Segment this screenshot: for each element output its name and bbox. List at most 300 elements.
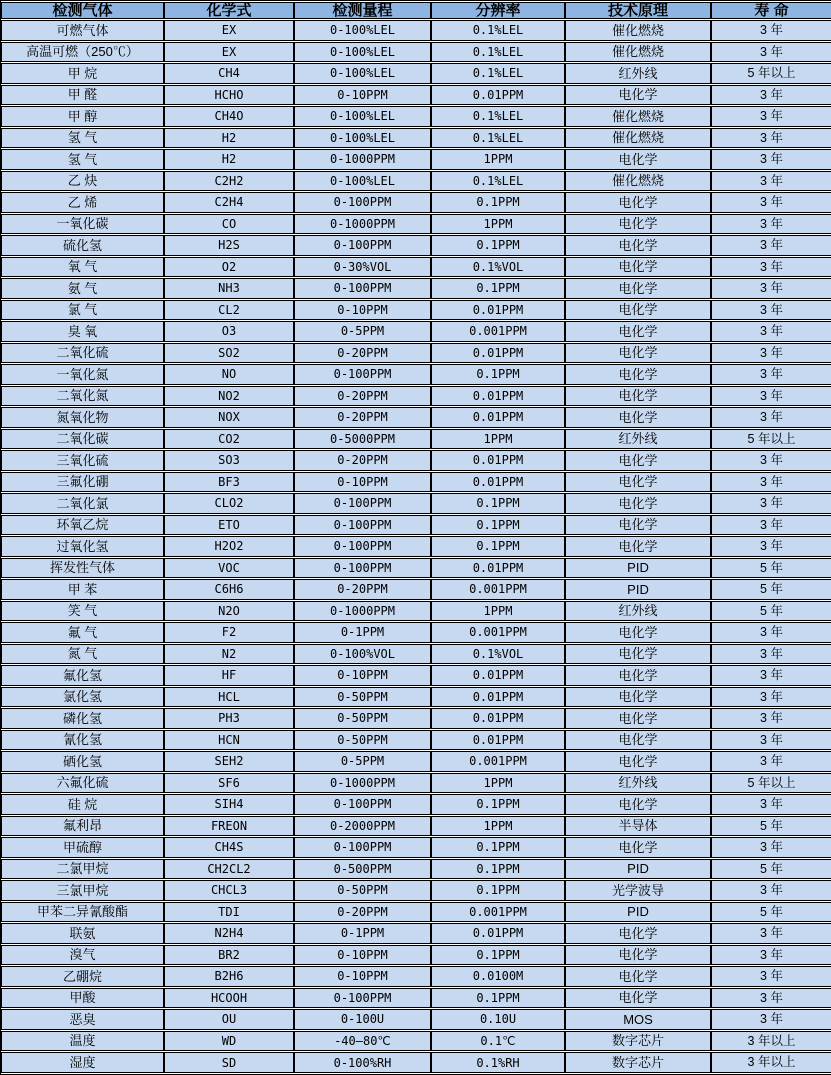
resolution-cell: 0.1%LEL xyxy=(431,171,565,192)
table-row xyxy=(1,85,831,106)
table-row xyxy=(1,859,831,880)
principle-cell: 电化学 xyxy=(565,644,711,665)
col-header-chemical-formula: 化学式 xyxy=(164,2,294,19)
resolution-cell: 0.1PPM xyxy=(431,364,565,385)
principle-cell: 电化学 xyxy=(565,321,711,342)
gas-name-cell: 硒化氢 xyxy=(1,751,164,772)
principle-cell: PID xyxy=(565,902,711,923)
resolution-cell: 0.001PPM xyxy=(431,751,565,772)
gas-name-cell: 甲酸 xyxy=(1,988,164,1009)
formula-cell: CH4 xyxy=(164,63,294,84)
gas-name-cell: 过氧化氢 xyxy=(1,536,164,557)
table-row xyxy=(1,837,831,858)
table-row xyxy=(1,171,831,192)
range-cell: 0-50PPM xyxy=(294,708,431,729)
table-row xyxy=(1,343,831,364)
table-row xyxy=(1,450,831,471)
formula-cell: HCN xyxy=(164,730,294,751)
table-row xyxy=(1,644,831,665)
formula-cell: B2H6 xyxy=(164,966,294,987)
table-row xyxy=(1,880,831,901)
table-row xyxy=(1,622,831,643)
table-row xyxy=(1,536,831,557)
principle-cell: 电化学 xyxy=(565,85,711,106)
resolution-cell: 0.01PPM xyxy=(431,85,565,106)
resolution-cell: 0.1%LEL xyxy=(431,128,565,149)
principle-cell: 电化学 xyxy=(565,988,711,1009)
gas-name-cell: 联氨 xyxy=(1,923,164,944)
principle-cell: 电化学 xyxy=(565,536,711,557)
lifespan-cell: 3 年 xyxy=(711,257,831,278)
table-row xyxy=(1,386,831,407)
col-header-lifespan: 寿 命 xyxy=(711,2,831,19)
principle-cell: 电化学 xyxy=(565,515,711,536)
range-cell: 0-100%LEL xyxy=(294,106,431,127)
table-row xyxy=(1,321,831,342)
gas-name-cell: 环氧乙烷 xyxy=(1,515,164,536)
lifespan-cell: 3 年 xyxy=(711,1009,831,1030)
table-row xyxy=(1,42,831,63)
lifespan-cell: 3 年 xyxy=(711,472,831,493)
range-cell: 0-10PPM xyxy=(294,966,431,987)
lifespan-cell: 3 年 xyxy=(711,515,831,536)
range-cell: 0-20PPM xyxy=(294,343,431,364)
formula-cell: CO xyxy=(164,214,294,235)
resolution-cell: 1PPM xyxy=(431,773,565,794)
principle-cell: 电化学 xyxy=(565,837,711,858)
table-row xyxy=(1,300,831,321)
range-cell: 0-100PPM xyxy=(294,515,431,536)
lifespan-cell: 3 年 xyxy=(711,171,831,192)
formula-cell: SF6 xyxy=(164,773,294,794)
range-cell: 0-5PPM xyxy=(294,321,431,342)
table-row xyxy=(1,751,831,772)
principle-cell: PID xyxy=(565,859,711,880)
formula-cell: NO2 xyxy=(164,386,294,407)
range-cell: 0-100%LEL xyxy=(294,63,431,84)
gas-name-cell: 一氧化碳 xyxy=(1,214,164,235)
principle-cell: 电化学 xyxy=(565,257,711,278)
gas-name-cell: 二氧化氯 xyxy=(1,493,164,514)
resolution-cell: 0.1%RH xyxy=(431,1052,565,1073)
gas-name-cell: 氢 气 xyxy=(1,149,164,170)
range-cell: 0-100PPM xyxy=(294,536,431,557)
principle-cell: 光学波导 xyxy=(565,880,711,901)
range-cell: 0-20PPM xyxy=(294,902,431,923)
principle-cell: 电化学 xyxy=(565,192,711,213)
lifespan-cell: 5 年 xyxy=(711,859,831,880)
lifespan-cell: 3 年 xyxy=(711,128,831,149)
lifespan-cell: 5 年以上 xyxy=(711,773,831,794)
table-row xyxy=(1,235,831,256)
resolution-cell: 0.10U xyxy=(431,1009,565,1030)
formula-cell: TDI xyxy=(164,902,294,923)
table-row xyxy=(1,601,831,622)
resolution-cell: 0.1PPM xyxy=(431,794,565,815)
formula-cell: CO2 xyxy=(164,429,294,450)
resolution-cell: 0.001PPM xyxy=(431,321,565,342)
gas-name-cell: 笑 气 xyxy=(1,601,164,622)
formula-cell: NO xyxy=(164,364,294,385)
principle-cell: 电化学 xyxy=(565,364,711,385)
resolution-cell: 0.01PPM xyxy=(431,708,565,729)
principle-cell: 电化学 xyxy=(565,622,711,643)
lifespan-cell: 3 年 xyxy=(711,687,831,708)
formula-cell: SIH4 xyxy=(164,794,294,815)
range-cell: 0-100PPM xyxy=(294,235,431,256)
principle-cell: 电化学 xyxy=(565,751,711,772)
principle-cell: 催化燃烧 xyxy=(565,106,711,127)
principle-cell: 催化燃烧 xyxy=(565,42,711,63)
resolution-cell: 0.1%VOL xyxy=(431,644,565,665)
formula-cell: EX xyxy=(164,20,294,41)
principle-cell: 红外线 xyxy=(565,773,711,794)
range-cell: 0-100U xyxy=(294,1009,431,1030)
principle-cell: 电化学 xyxy=(565,687,711,708)
lifespan-cell: 3 年 xyxy=(711,300,831,321)
range-cell: 0-5PPM xyxy=(294,751,431,772)
formula-cell: CH2CL2 xyxy=(164,859,294,880)
gas-name-cell: 三氧化硫 xyxy=(1,450,164,471)
table-row xyxy=(1,816,831,837)
resolution-cell: 0.01PPM xyxy=(431,472,565,493)
resolution-cell: 1PPM xyxy=(431,429,565,450)
resolution-cell: 0.001PPM xyxy=(431,902,565,923)
col-header-detection-range: 检测量程 xyxy=(294,2,431,19)
table-row xyxy=(1,794,831,815)
lifespan-cell: 5 年 xyxy=(711,816,831,837)
header-row xyxy=(1,2,831,19)
resolution-cell: 0.1PPM xyxy=(431,235,565,256)
range-cell: 0-1000PPM xyxy=(294,601,431,622)
principle-cell: 电化学 xyxy=(565,149,711,170)
table-row xyxy=(1,687,831,708)
resolution-cell: 0.1%LEL xyxy=(431,20,565,41)
range-cell: 0-50PPM xyxy=(294,880,431,901)
lifespan-cell: 3 年 xyxy=(711,923,831,944)
range-cell: 0-100%LEL xyxy=(294,128,431,149)
table-row xyxy=(1,1031,831,1052)
range-cell: 0-100PPM xyxy=(294,278,431,299)
table-row xyxy=(1,665,831,686)
resolution-cell: 0.001PPM xyxy=(431,579,565,600)
formula-cell: CL2 xyxy=(164,300,294,321)
table-row xyxy=(1,730,831,751)
principle-cell: 催化燃烧 xyxy=(565,128,711,149)
resolution-cell: 0.1PPM xyxy=(431,493,565,514)
lifespan-cell: 3 年 xyxy=(711,665,831,686)
principle-cell: 电化学 xyxy=(565,407,711,428)
lifespan-cell: 3 年 xyxy=(711,837,831,858)
resolution-cell: 0.1PPM xyxy=(431,515,565,536)
formula-cell: BR2 xyxy=(164,945,294,966)
gas-name-cell: 甲硫醇 xyxy=(1,837,164,858)
principle-cell: 电化学 xyxy=(565,493,711,514)
lifespan-cell: 5 年 xyxy=(711,579,831,600)
lifespan-cell: 3 年 xyxy=(711,450,831,471)
gas-name-cell: 氰化氢 xyxy=(1,730,164,751)
range-cell: 0-1000PPM xyxy=(294,149,431,170)
range-cell: 0-100PPM xyxy=(294,192,431,213)
resolution-cell: 0.1%VOL xyxy=(431,257,565,278)
gas-name-cell: 臭 氧 xyxy=(1,321,164,342)
lifespan-cell: 3 年 xyxy=(711,966,831,987)
resolution-cell: 0.1%LEL xyxy=(431,106,565,127)
lifespan-cell: 3 年 xyxy=(711,214,831,235)
principle-cell: 半导体 xyxy=(565,816,711,837)
range-cell: 0-1000PPM xyxy=(294,214,431,235)
lifespan-cell: 5 年以上 xyxy=(711,429,831,450)
principle-cell: 电化学 xyxy=(565,708,711,729)
lifespan-cell: 3 年 xyxy=(711,42,831,63)
lifespan-cell: 3 年 xyxy=(711,407,831,428)
lifespan-cell: 5 年 xyxy=(711,902,831,923)
principle-cell: PID xyxy=(565,579,711,600)
range-cell: 0-1PPM xyxy=(294,622,431,643)
formula-cell: VOC xyxy=(164,558,294,579)
formula-cell: OU xyxy=(164,1009,294,1030)
principle-cell: 电化学 xyxy=(565,214,711,235)
resolution-cell: 0.01PPM xyxy=(431,558,565,579)
range-cell: 0-10PPM xyxy=(294,945,431,966)
gas-name-cell: 乙 烯 xyxy=(1,192,164,213)
gas-name-cell: 乙硼烷 xyxy=(1,966,164,987)
table-row xyxy=(1,988,831,1009)
formula-cell: CH4O xyxy=(164,106,294,127)
principle-cell: 电化学 xyxy=(565,472,711,493)
range-cell: 0-20PPM xyxy=(294,407,431,428)
formula-cell: C6H6 xyxy=(164,579,294,600)
resolution-cell: 0.01PPM xyxy=(431,665,565,686)
range-cell: 0-100PPM xyxy=(294,837,431,858)
gas-name-cell: 乙 炔 xyxy=(1,171,164,192)
gas-name-cell: 硅 烷 xyxy=(1,794,164,815)
resolution-cell: 0.01PPM xyxy=(431,730,565,751)
range-cell: 0-10PPM xyxy=(294,300,431,321)
principle-cell: 电化学 xyxy=(565,923,711,944)
resolution-cell: 0.1PPM xyxy=(431,859,565,880)
formula-cell: NOX xyxy=(164,407,294,428)
table-row xyxy=(1,923,831,944)
formula-cell: FREON xyxy=(164,816,294,837)
formula-cell: PH3 xyxy=(164,708,294,729)
resolution-cell: 0.01PPM xyxy=(431,343,565,364)
gas-name-cell: 氨 气 xyxy=(1,278,164,299)
formula-cell: H2O2 xyxy=(164,536,294,557)
lifespan-cell: 3 年 xyxy=(711,364,831,385)
resolution-cell: 0.01PPM xyxy=(431,687,565,708)
range-cell: 0-500PPM xyxy=(294,859,431,880)
principle-cell: 电化学 xyxy=(565,235,711,256)
gas-name-cell: 氮 气 xyxy=(1,644,164,665)
formula-cell: SD xyxy=(164,1052,294,1073)
formula-cell: H2 xyxy=(164,149,294,170)
lifespan-cell: 3 年以上 xyxy=(711,1052,831,1073)
formula-cell: N2H4 xyxy=(164,923,294,944)
table-row xyxy=(1,278,831,299)
lifespan-cell: 3 年 xyxy=(711,708,831,729)
table-row xyxy=(1,20,831,41)
range-cell: 0-5000PPM xyxy=(294,429,431,450)
range-cell: 0-100%LEL xyxy=(294,20,431,41)
range-cell: 0-50PPM xyxy=(294,730,431,751)
formula-cell: HCL xyxy=(164,687,294,708)
lifespan-cell: 5 年以上 xyxy=(711,63,831,84)
resolution-cell: 0.01PPM xyxy=(431,407,565,428)
range-cell: 0-10PPM xyxy=(294,85,431,106)
formula-cell: ETO xyxy=(164,515,294,536)
range-cell: 0-100%RH xyxy=(294,1052,431,1073)
gas-name-cell: 甲 苯 xyxy=(1,579,164,600)
gas-name-cell: 溴气 xyxy=(1,945,164,966)
formula-cell: WD xyxy=(164,1031,294,1052)
lifespan-cell: 3 年 xyxy=(711,278,831,299)
lifespan-cell: 3 年 xyxy=(711,644,831,665)
table-row xyxy=(1,106,831,127)
lifespan-cell: 5 年 xyxy=(711,601,831,622)
lifespan-cell: 3 年 xyxy=(711,386,831,407)
gas-name-cell: 恶臭 xyxy=(1,1009,164,1030)
formula-cell: SEH2 xyxy=(164,751,294,772)
gas-name-cell: 二氧化氮 xyxy=(1,386,164,407)
range-cell: 0-20PPM xyxy=(294,386,431,407)
principle-cell: 电化学 xyxy=(565,450,711,471)
gas-name-cell: 氟 气 xyxy=(1,622,164,643)
formula-cell: O2 xyxy=(164,257,294,278)
lifespan-cell: 3 年以上 xyxy=(711,1031,831,1052)
range-cell: 0-20PPM xyxy=(294,450,431,471)
range-cell: 0-100%LEL xyxy=(294,171,431,192)
formula-cell: H2S xyxy=(164,235,294,256)
principle-cell: 电化学 xyxy=(565,343,711,364)
table-row xyxy=(1,257,831,278)
formula-cell: EX xyxy=(164,42,294,63)
formula-cell: SO3 xyxy=(164,450,294,471)
gas-name-cell: 氟利昂 xyxy=(1,816,164,837)
gas-name-cell: 氯化氢 xyxy=(1,687,164,708)
lifespan-cell: 3 年 xyxy=(711,880,831,901)
resolution-cell: 0.01PPM xyxy=(431,450,565,471)
resolution-cell: 0.1%LEL xyxy=(431,63,565,84)
formula-cell: HF xyxy=(164,665,294,686)
formula-cell: CLO2 xyxy=(164,493,294,514)
lifespan-cell: 3 年 xyxy=(711,106,831,127)
lifespan-cell: 3 年 xyxy=(711,730,831,751)
table-row xyxy=(1,128,831,149)
resolution-cell: 0.1%LEL xyxy=(431,42,565,63)
resolution-cell: 0.1℃ xyxy=(431,1031,565,1052)
lifespan-cell: 3 年 xyxy=(711,235,831,256)
gas-name-cell: 六氟化硫 xyxy=(1,773,164,794)
gas-name-cell: 氯 气 xyxy=(1,300,164,321)
table-row xyxy=(1,429,831,450)
gas-name-cell: 甲苯二异氰酸酯 xyxy=(1,902,164,923)
table-row xyxy=(1,214,831,235)
table-row xyxy=(1,63,831,84)
resolution-cell: 1PPM xyxy=(431,601,565,622)
principle-cell: 红外线 xyxy=(565,63,711,84)
table-body xyxy=(1,20,831,1073)
gas-name-cell: 二氧化硫 xyxy=(1,343,164,364)
resolution-cell: 1PPM xyxy=(431,214,565,235)
lifespan-cell: 3 年 xyxy=(711,794,831,815)
range-cell: 0-100PPM xyxy=(294,364,431,385)
principle-cell: 催化燃烧 xyxy=(565,171,711,192)
gas-name-cell: 二氧化碳 xyxy=(1,429,164,450)
gas-name-cell: 一氧化氮 xyxy=(1,364,164,385)
resolution-cell: 0.0100M xyxy=(431,966,565,987)
table-row xyxy=(1,966,831,987)
resolution-cell: 0.1PPM xyxy=(431,988,565,1009)
formula-cell: HCOOH xyxy=(164,988,294,1009)
lifespan-cell: 3 年 xyxy=(711,988,831,1009)
range-cell: 0-100PPM xyxy=(294,794,431,815)
gas-name-cell: 温度 xyxy=(1,1031,164,1052)
table-row xyxy=(1,708,831,729)
resolution-cell: 0.1PPM xyxy=(431,192,565,213)
formula-cell: N2O xyxy=(164,601,294,622)
gas-name-cell: 可燃气体 xyxy=(1,20,164,41)
principle-cell: 电化学 xyxy=(565,300,711,321)
range-cell: 0-100%LEL xyxy=(294,42,431,63)
resolution-cell: 0.1PPM xyxy=(431,880,565,901)
principle-cell: 电化学 xyxy=(565,794,711,815)
table-row xyxy=(1,407,831,428)
range-cell: 0-100PPM xyxy=(294,493,431,514)
gas-name-cell: 三氯甲烷 xyxy=(1,880,164,901)
gas-name-cell: 硫化氢 xyxy=(1,235,164,256)
gas-name-cell: 氧 气 xyxy=(1,257,164,278)
principle-cell: 电化学 xyxy=(565,278,711,299)
formula-cell: BF3 xyxy=(164,472,294,493)
formula-cell: CHCL3 xyxy=(164,880,294,901)
table-row xyxy=(1,579,831,600)
gas-name-cell: 高温可燃（250℃） xyxy=(1,42,164,63)
lifespan-cell: 3 年 xyxy=(711,85,831,106)
gas-name-cell: 氮氧化物 xyxy=(1,407,164,428)
resolution-cell: 0.1PPM xyxy=(431,278,565,299)
principle-cell: 数字芯片 xyxy=(565,1031,711,1052)
range-cell: 0-2000PPM xyxy=(294,816,431,837)
resolution-cell: 0.1PPM xyxy=(431,536,565,557)
formula-cell: C2H2 xyxy=(164,171,294,192)
range-cell: 0-100PPM xyxy=(294,558,431,579)
principle-cell: MOS xyxy=(565,1009,711,1030)
table-row xyxy=(1,902,831,923)
lifespan-cell: 3 年 xyxy=(711,20,831,41)
formula-cell: CH4S xyxy=(164,837,294,858)
resolution-cell: 0.01PPM xyxy=(431,386,565,407)
principle-cell: 电化学 xyxy=(565,665,711,686)
lifespan-cell: 3 年 xyxy=(711,536,831,557)
table-row xyxy=(1,773,831,794)
formula-cell: N2 xyxy=(164,644,294,665)
formula-cell: HCHO xyxy=(164,85,294,106)
lifespan-cell: 3 年 xyxy=(711,343,831,364)
range-cell: 0-100PPM xyxy=(294,988,431,1009)
formula-cell: NH3 xyxy=(164,278,294,299)
formula-cell: F2 xyxy=(164,622,294,643)
principle-cell: 电化学 xyxy=(565,730,711,751)
lifespan-cell: 5 年 xyxy=(711,558,831,579)
principle-cell: 电化学 xyxy=(565,386,711,407)
table-row xyxy=(1,192,831,213)
table-row xyxy=(1,1052,831,1073)
principle-cell: 红外线 xyxy=(565,429,711,450)
col-header-gas-name: 检测气体 xyxy=(1,2,164,19)
principle-cell: 电化学 xyxy=(565,966,711,987)
formula-cell: C2H4 xyxy=(164,192,294,213)
